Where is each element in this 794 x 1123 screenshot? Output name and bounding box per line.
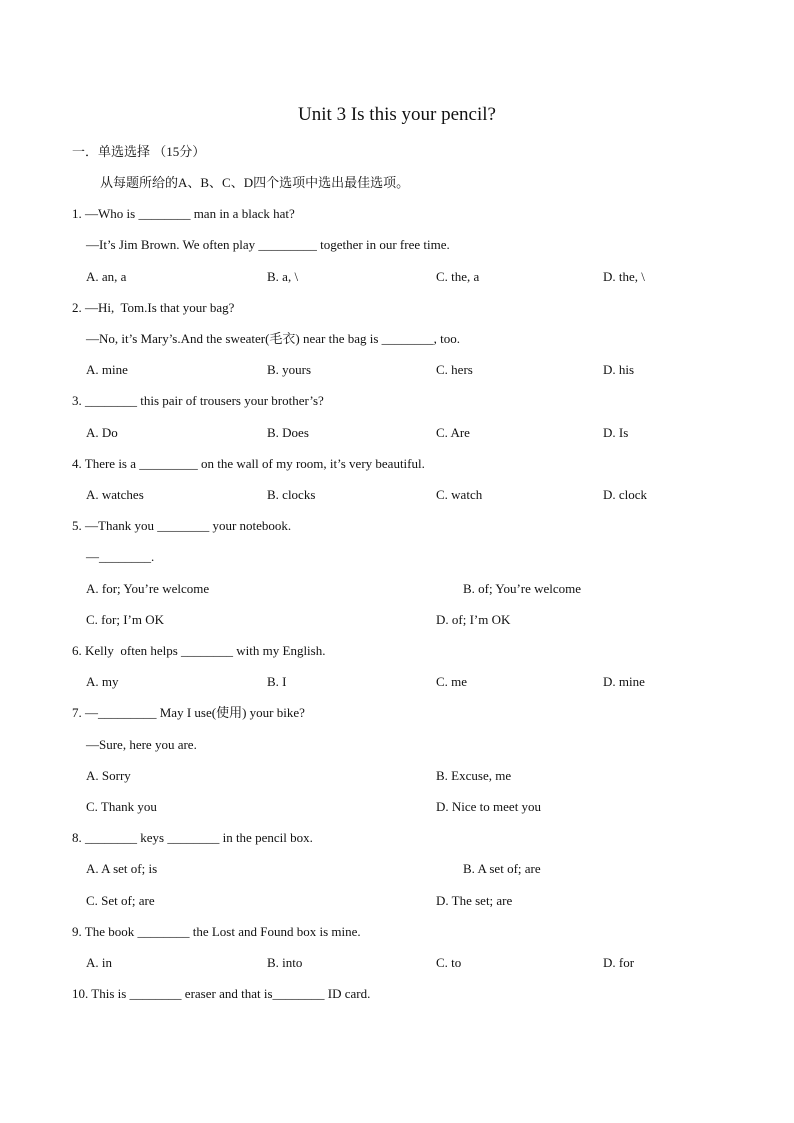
question-stem: 3. ________ this pair of trousers your brother’s? [72, 393, 324, 408]
option-b: B. Excuse, me [436, 768, 512, 783]
option-c: C. the, a [436, 269, 480, 284]
section-heading: 一．单选选择 （15分） [72, 144, 206, 159]
option-d: D. mine [603, 674, 645, 689]
option-a: A. A set of; is [86, 861, 158, 876]
option-c: C. me [436, 674, 468, 689]
option-a: A. Do [86, 425, 118, 440]
question-stem: —________. [86, 549, 155, 564]
question-stem: —Sure, here you are. [86, 737, 197, 752]
option-c: C. for; I’m OK [86, 612, 164, 627]
option-b: B. yours [267, 362, 312, 377]
question-stem: —No, it’s Mary’s.And the sweater(毛衣) near the bag is ________, too. [86, 331, 461, 346]
option-a: A. in [86, 955, 112, 970]
option-a: A. Sorry [86, 768, 131, 783]
option-b: B. clocks [267, 487, 316, 502]
question-stem: 10. This is ________ eraser and that is________ ID card. [72, 986, 371, 1001]
option-a: A. my [86, 674, 119, 689]
option-c: C. Thank you [86, 799, 157, 814]
option-d: D. The set; are [436, 893, 513, 908]
question-stem: 7. —_________ May I use(使用) your bike? [72, 705, 305, 720]
option-b: B. Does [267, 425, 309, 440]
question-stem: —It’s Jim Brown. We often play _________ together in our free time. [86, 237, 450, 252]
page-title: Unit 3 Is this your pencil? [298, 104, 496, 125]
option-a: A. for; You’re welcome [86, 581, 210, 596]
option-d: D. of; I’m OK [436, 612, 511, 627]
section-instruction: 从每题所给的A、B、C、D四个选项中选出最佳选项。 [100, 175, 410, 190]
question-stem: 9. The book ________ the Lost and Found box is mine. [72, 924, 361, 939]
option-c: C. to [436, 955, 462, 970]
option-b: B. of; You’re welcome [463, 581, 582, 596]
option-a: A. mine [86, 362, 128, 377]
question-stem: 5. —Thank you ________ your notebook. [72, 518, 292, 533]
option-d: D. Nice to meet you [436, 799, 542, 814]
option-c: C. Are [436, 425, 470, 440]
option-a: A. watches [86, 487, 144, 502]
option-d: D. for [603, 955, 635, 970]
question-stem: 4. There is a _________ on the wall of my room, it’s very beautiful. [72, 456, 425, 471]
option-c: C. Set of; are [86, 893, 155, 908]
option-d: D. clock [603, 487, 648, 502]
question-stem: 8. ________ keys ________ in the pencil box. [72, 830, 313, 845]
option-b: B. A set of; are [463, 861, 541, 876]
option-b: B. a, \ [267, 269, 299, 284]
option-d: D. his [603, 362, 635, 377]
option-c: C. hers [436, 362, 473, 377]
option-d: D. Is [603, 425, 629, 440]
option-d: D. the, \ [603, 269, 645, 284]
option-b: B. into [267, 955, 303, 970]
question-stem: 1. —Who is ________ man in a black hat? [72, 206, 295, 221]
option-b: B. I [267, 674, 287, 689]
option-c: C. watch [436, 487, 483, 502]
question-stem: 2. —Hi, Tom.Is that your bag? [72, 300, 235, 315]
question-stem: 6. Kelly often helps ________ with my English. [72, 643, 326, 658]
option-a: A. an, a [86, 269, 127, 284]
